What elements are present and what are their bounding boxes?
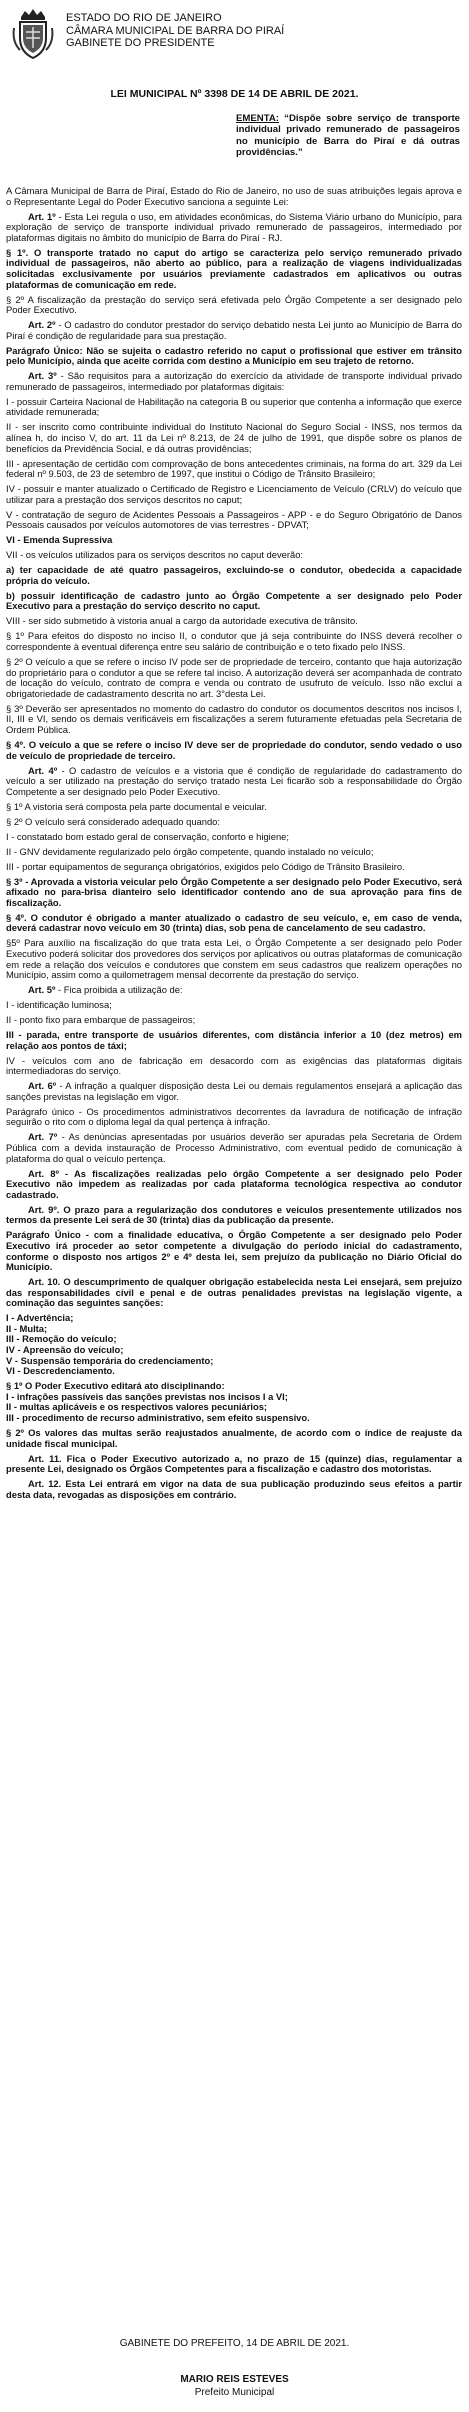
place-date: GABINETE DO PREFEITO, 14 DE ABRIL DE 2021. — [119, 2338, 350, 2349]
article-1-paragraph-1: § 1º. O transporte tratado no caput do artigo se caracteriza pelo serviço remunerado privado individual de passageiros, não aberto ao público, para a realização de viagens individualizadas solicitadas exclusivamente por usuários previamente cadastrados em aplicativos ou outras plataformas de comunicação em rede. — [6, 246, 462, 290]
ementa — [236, 113, 460, 158]
article-4-label: Art. 4º — [28, 764, 58, 776]
article-9-sole-paragraph: Parágrafo Único - com a finalidade educativa, o Órgão Competente a ser designado pelo Poder Executivo irá proceder ao setor competente a divulgação do período inicial do cadastramento, conforme o disposto nos artigos 2º e 4º desta lei, sem prejuízo da publicação no Diário Oficial do Município. — [6, 1229, 462, 1273]
article-6-label: Art. 6º — [28, 1080, 57, 1092]
article-3-item-vii-b: b) possuir identificação de cadastro junto ao Órgão Competente a ser designado pelo Poder Executivo para a prestação do serviço descrito no caput. — [6, 589, 462, 612]
article-9 — [6, 1205, 462, 1226]
article-10-paragraph-1-item-i: I - infrações passíveis das sanções previstas nos incisos I a VI; — [6, 1390, 288, 1402]
article-3-item-viii: VIII - ser sido submetido à vistoria anual a cargo da autoridade executiva de trânsito. — [6, 615, 358, 627]
letterhead — [66, 12, 284, 50]
article-3-label: Art. 3º — [28, 370, 57, 382]
article-10-item-vi: VI - Descredenciamento. — [6, 1365, 115, 1377]
article-1-label: Art. 1º — [28, 210, 56, 222]
article-3-item-ii: II - ser inscrito como contribuinte individual do Instituto Nacional do Seguro Social - INSS, nos termos da alínea h, do inciso V, do art. 11 da Lei nº 8.213, de 24 de julho de 1991, que dispõe sobre os planos de benefícios da Previdência Social, e dá outras providências; — [6, 421, 462, 454]
article-10-item-iii: III - Remoção do veículo; — [6, 1333, 117, 1345]
article-10-paragraph-2: § 2º Os valores das multas serão reajustados anualmente, de acordo com o índice de reajuste da unidade fiscal municipal. — [6, 1426, 462, 1449]
article-12-label: Art. 12. — [28, 1478, 62, 1490]
article-7 — [6, 1132, 462, 1164]
article-10-item-i: I - Advertência; — [6, 1312, 74, 1324]
article-3-paragraph-1: § 1º Para efeitos do disposto no inciso II, o condutor que já seja contribuinte do INSS deverá recolher o correspondente à eventual diferença entre seu salário de contribuição e o teto fixado pelo INSS. — [6, 630, 462, 653]
ementa-label: EMENTA: — [236, 113, 279, 124]
article-4-text: - O cadastro de veículos e a vistoria que é condição de regularidade do cadastramento do veículo a ser utilizado na prestação do serviço tratado nesta Lei ficarão sob a responsabilidade do Órgão Competente a ser designado pelo Poder Executivo. — [6, 764, 463, 797]
article-10-paragraph-1: § 1º O Poder Executivo editará ato disciplinando: — [6, 1380, 225, 1392]
article-5-item-iv: IV - veículos com ano de fabricação em desacordo com as exigências das plataformas digitais intermediadoras do serviço. — [6, 1054, 462, 1077]
article-1-text: - Esta Lei regula o uso, em atividades econômicas, do Sistema Viário urbano do Município, para exploração de serviço de transporte individual privado remunerado de passageiros, intermediado por plataformas digitais no âmbito do município de Barra do Piraí - RJ. — [6, 210, 462, 243]
letterhead-chamber: CÂMARA MUNICIPAL DE BARRA DO PIRAÍ — [66, 24, 285, 37]
article-12 — [6, 1479, 462, 1500]
article-3-item-vii: VII - os veículos utilizados para os serviços descritos no caput deverão: — [6, 549, 304, 561]
article-5-item-iii: III - parada, entre transporte de usuários diferentes, com distância inferior a 10 (dez metros) em relação aos pontos de táxi; — [6, 1029, 462, 1051]
article-8-label: Art. 8º — [28, 1167, 59, 1179]
article-11-text: Fica o Poder Executivo autorizado a, no prazo de 15 (quinze) dias, regulamentar a presente Lei, designado os Órgãos Competentes para a fiscalização e cadastro dos motoristas. — [6, 1452, 462, 1475]
law-body — [6, 186, 462, 1505]
article-1 — [6, 212, 462, 244]
article-3-paragraph-3: § 3º Deverão ser apresentados no momento do cadastro do condutor os documentos descritos nos incisos I, II, III e VI, sendo os demais verificáveis em fiscalizações a serem futuramente efetuadas pela Secretaria de Ordem Pública. — [6, 702, 462, 735]
article-4-paragraph-2: § 2º O veículo será considerado adequado quando: — [6, 815, 220, 827]
article-3-item-v: V - contratação de seguro de Acidentes Pessoais a Passageiros - APP - e do Seguro Obrigatório de Danos Pessoais causados por veículos automotores de vias terrestres - DPVAT; — [6, 508, 462, 531]
article-5 — [6, 985, 462, 996]
ementa-text: “Dispõe sobre serviço de transporte individual privado remunerado de passageiros no município de Barra do Piraí e dá outras providências.” — [236, 113, 460, 158]
letterhead-state: ESTADO DO RIO DE JANEIRO — [66, 12, 222, 24]
municipal-crest-icon — [12, 8, 54, 60]
article-7-text: - As denúncias apresentadas por usuários deverão ser apuradas pela Secretaria de Ordem Pública com a devida instauração de Processo Administrativo, com eventual pedido de comunicação à plataforma do qual o veículo pertença. — [6, 1131, 462, 1164]
article-5-label: Art. 5º — [28, 984, 56, 996]
article-3-paragraph-2: § 2º O veículo a que se refere o inciso IV pode ser de propriedade de terceiro, contanto que haja autorização do proprietário para o condutor a que se refere tal inciso. A autorização deverá ser acompanhada de contrato de locação do veículo, contrato de compra e venda ou contrato de usufruto de veículo. Isso não exclui a obrigatoriedade de cadastramento descrita no art. 3°desta Lei. — [6, 656, 462, 699]
article-10-item-ii: II - Multa; — [6, 1322, 48, 1334]
article-6-text: - A infração a qualquer disposição desta Lei ou demais regulamentos ensejará a aplicação das sanções previstas na legislação em vigor. — [6, 1080, 463, 1102]
article-6-sole-paragraph: Parágrafo único - Os procedimentos administrativos decorrentes da lavradura de notificação de infração seguirão o rito com o diploma legal da qual pertença à infração. — [6, 1105, 462, 1128]
article-2-sole-paragraph: Parágrafo Único: Não se sujeita o cadastro referido no caput o profissional que estiver em trânsito pelo Município, ainda que aceite corrida com destino a Município em seu trajeto de retorno. — [6, 344, 462, 367]
signer-role: Prefeito Municipal — [194, 2387, 275, 2398]
article-10-item-iv: IV - Apreensão do veículo; — [6, 1344, 124, 1356]
article-9-text: O prazo para a regularização dos condutores e veículos presentemente utilizados nos termos da presente Lei será de 30 (trinta) dias da publicação da presente. — [6, 1203, 462, 1226]
article-3-item-iv: IV - possuir e manter atualizado o Certificado de Registro e Licenciamento de Veículo (CRLV) do veículo que utilizar para a prestação dos serviços descritos no caput; — [6, 483, 462, 505]
article-8 — [6, 1169, 462, 1201]
letterhead-office: GABINETE DO PRESIDENTE — [66, 37, 215, 49]
article-3-item-i: I - possuir Carteira Nacional de Habilitação na categoria B ou superior que contenha a informação que exerce atividade remunerada; — [6, 395, 462, 418]
article-3-text: - São requisitos para a autorização do exercício da atividade de transporte individual privado remunerado de passageiros, intermediado por plataformas digitais: — [6, 370, 462, 392]
article-5-item-i: I - identificação luminosa; — [6, 999, 112, 1011]
article-4-item-iii: III - portar equipamentos de segurança obrigatórios, exigidos pelo Código de Trânsito Brasileiro. — [6, 860, 405, 872]
article-2-text: - O cadastro do condutor prestador do serviço debatido nesta Lei junto ao Município de Barra do Piraí é condição de regularidade para sua prestação. — [6, 319, 463, 341]
article-4-paragraph-1: § 1º A vistoria será composta pela parte documental e veicular. — [6, 800, 267, 812]
preamble: A Câmara Municipal de Barra de Piraí, Estado do Rio de Janeiro, no uso de suas atribuições legais aprova e o Representante Legal do Poder Executivo sanciona a seguinte Lei: — [6, 185, 462, 207]
law-title: LEI MUNICIPAL Nº 3398 DE 14 DE ABRIL DE 2021. — [110, 88, 359, 100]
article-10-label: Art. 10. — [28, 1276, 61, 1288]
article-10-text: O descumprimento de qualquer obrigação estabelecida nesta Lei ensejará, sem prejuízo das responsabilidades civil e penal e de outras penalidades previstas na legislação vigente, a cominação das seguintes sanções: — [6, 1276, 462, 1309]
article-5-item-ii: II - ponto fixo para embarque de passageiros; — [6, 1014, 196, 1026]
article-11-label: Art. 11. — [28, 1452, 62, 1464]
article-2 — [6, 320, 462, 341]
article-5-text: - Fica proibida a utilização de: — [55, 984, 183, 996]
article-3-item-iii: III - apresentação de certidão com comprovação de bons antecedentes criminais, na forma do art. 329 da Lei federal nº 9.503, de 23 de setembro de 1997, que institui o Código de Trânsito Brasileiro; — [6, 457, 462, 480]
article-9-label: Art. 9º. — [28, 1203, 60, 1215]
article-3 — [6, 371, 462, 392]
article-4-paragraph-3: § 3º - Aprovada a vistoria veicular pelo Órgão Competente a ser designado pelo Poder Executivo, será afixado no para-brisa dianteiro selo identificador contendo ano de sua aprovação para fins de fiscalização. — [6, 875, 462, 908]
signer-name: MARIO REIS ESTEVES — [180, 2374, 289, 2385]
article-11 — [6, 1454, 462, 1475]
article-10-paragraph-1-item-iii: III - procedimento de recurso administrativo, sem efeito suspensivo. — [6, 1411, 310, 1423]
article-3-paragraph-4: § 4º. O veículo a que se refere o inciso IV deve ser de propriedade do condutor, sendo vedado o uso de veículo de propriedade de terceiro. — [6, 738, 462, 761]
article-2-label: Art. 2º — [28, 319, 56, 331]
article-3-item-vi: VI - Emenda Supressiva — [6, 534, 113, 546]
article-6 — [6, 1081, 462, 1102]
article-1-paragraph-2: § 2º A fiscalização da prestação do serviço será efetivada pelo Órgão Competente a ser designado pelo Poder Executivo. — [6, 293, 462, 316]
article-4 — [6, 766, 462, 798]
article-4-item-ii: II - GNV devidamente regularizado pelo órgão competente, quando instalado no veículo; — [6, 845, 374, 857]
article-12-text: Esta Lei entrará em vigor na data de sua publicação produzindo seus efeitos a partir desta data, revogadas as disposições em contrário. — [6, 1478, 462, 1500]
article-7-label: Art. 7º — [28, 1131, 58, 1143]
article-10-item-v: V - Suspensão temporária do credenciamento; — [6, 1354, 214, 1366]
article-10 — [6, 1277, 462, 1309]
article-10-paragraph-1-item-ii: II - multas aplicáveis e os respectivos valores pecuniários; — [6, 1401, 268, 1413]
article-3-item-vii-a: a) ter capacidade de até quatro passageiros, excluindo-se o condutor, obedecida a capacidade própria do veículo. — [6, 564, 462, 586]
article-8-text: - As fiscalizações realizadas pelo órgão Competente a ser designado pelo Poder Executivo não impedem as realizadas por cada plataforma tecnológica respectiva ao condutor cadastrado. — [6, 1167, 462, 1200]
article-4-paragraph-5: §5º Para auxílio na fiscalização do que trata esta Lei, o Órgão Competente a ser designado pelo Poder Executivo poderá solicitar dos provedores dos serviços por aplicativos ou outras plataformas de comunicação em rede a relação dos veículos e condutores que constem em seus cadastros que realizem operações no Município, assim como a quilometragem mensal decorrente da prestação do serviço. — [6, 937, 462, 981]
article-4-paragraph-4: § 4º. O condutor é obrigado a manter atualizado o cadastro de seu veículo, e, em caso de venda, deverá cadastrar novo veículo em 30 (trinta) dias, sob pena de cancelamento de seu cadastro. — [6, 911, 462, 934]
article-4-item-i: I - constatado bom estado geral de conservação, conforto e higiene; — [6, 830, 289, 842]
